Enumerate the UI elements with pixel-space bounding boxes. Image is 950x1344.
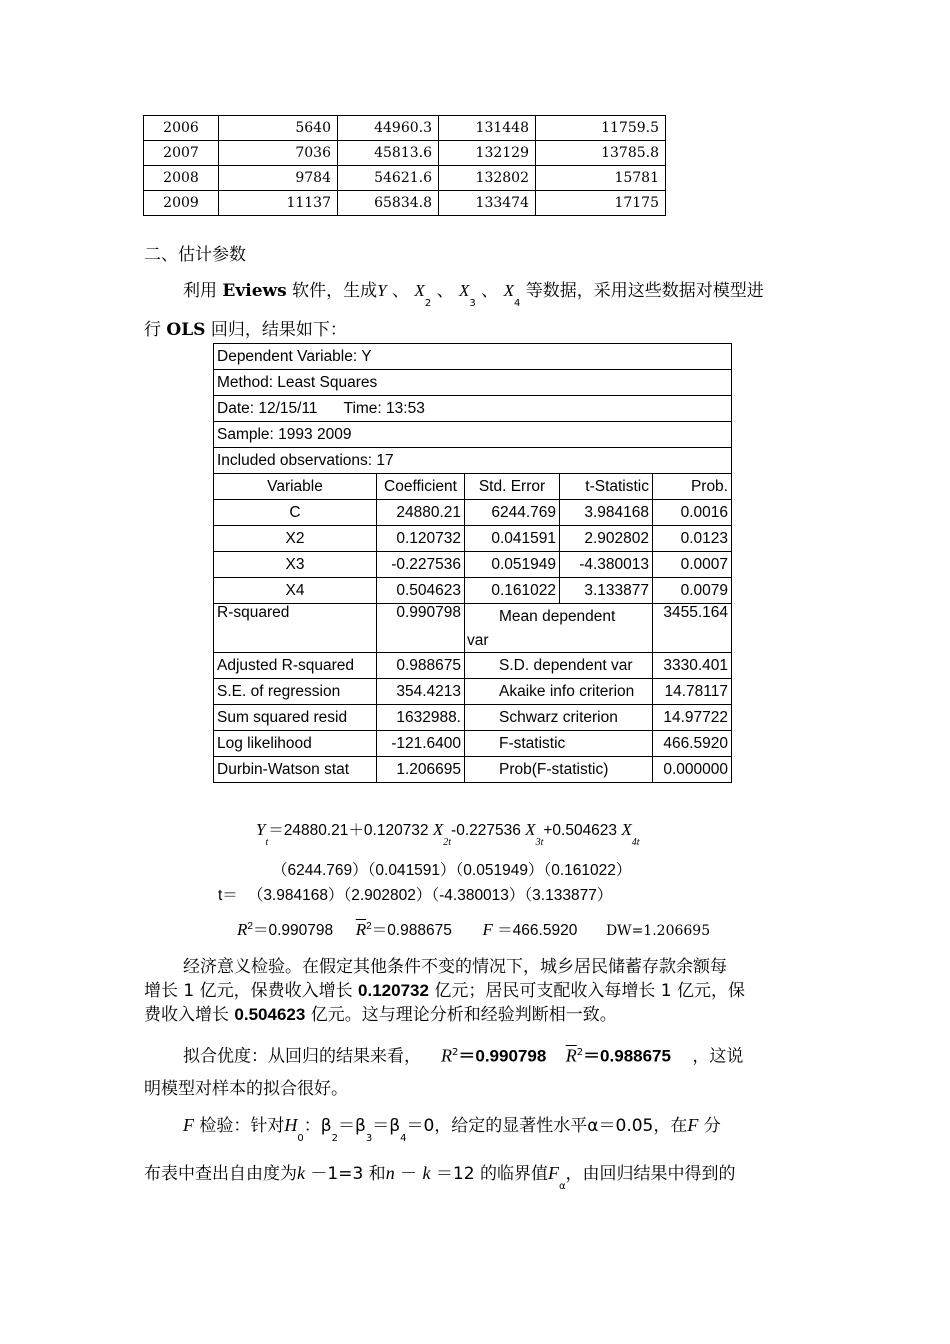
table-cell: 131448 (439, 116, 536, 141)
stat-value: 14.78117 (653, 679, 732, 705)
r-symbol: R (237, 920, 248, 939)
econ-value: 0.120732 (358, 981, 429, 1000)
f-symbol: F (482, 920, 493, 939)
var-x: X (414, 281, 425, 300)
stat-label: Sum squared resid (214, 705, 377, 731)
fit-line-2: 明模型对样本的拟合很好。 (144, 1079, 348, 1099)
table-cell: 54621.6 (338, 166, 439, 191)
table-row (214, 731, 732, 757)
fit-text: 拟合优度：从回归的结果来看， (183, 1046, 421, 1067)
eq-term: ＝24880.21＋0.120732 (268, 822, 429, 839)
table-row (214, 604, 732, 653)
t-label: t＝ (218, 887, 238, 904)
stat-label: F-statistic (465, 731, 653, 757)
column-header: t-Statistic (560, 474, 653, 500)
variable-name: C (214, 500, 377, 526)
econ-text: 费收入增长 (144, 1005, 235, 1025)
ftest-text: ＝12 的临界值 (435, 1164, 548, 1184)
t-values: （3.984168）（2.902802）（-4.380013）（3.133877） (247, 887, 613, 904)
rbar-symbol: $\overline{R}$ (355, 920, 367, 939)
coefficient: 24880.21 (377, 500, 465, 526)
ftest-text: ： (303, 1116, 321, 1136)
stat-label: Adjusted R-squared (214, 653, 377, 679)
econ-line-3 (144, 1003, 617, 1027)
subscript: 2 (331, 1133, 339, 1144)
stat-value: 466.5920 (653, 731, 732, 757)
eq-var: Y (256, 820, 266, 839)
table-cell: 15781 (536, 166, 666, 191)
table-cell: 2008 (144, 166, 219, 191)
prob: 0.0079 (653, 578, 732, 604)
intro-line-1 (183, 279, 764, 309)
fit-text: ，这说 (692, 1046, 744, 1067)
t-statistic: 3.984168 (560, 500, 653, 526)
eq-var: X (525, 820, 536, 839)
fit-line-1 (183, 1041, 743, 1069)
ftest-line-2 (144, 1161, 736, 1192)
subscript: 3 (365, 1133, 373, 1144)
std-error: 0.041591 (465, 526, 560, 552)
h-symbol: H (284, 1115, 298, 1135)
intro-text: 利用 (183, 281, 217, 301)
stat-label: Schwarz criterion (465, 705, 653, 731)
beta-symbol: β (320, 1116, 332, 1136)
ftest-text: －1=3 和 (310, 1164, 386, 1184)
stat-label: var (467, 632, 489, 649)
f-symbol: F (183, 1115, 194, 1135)
intro-text: 行 (144, 320, 161, 340)
coefficient: -0.227536 (377, 552, 465, 578)
superscript: 2 (247, 920, 253, 932)
table-row (214, 370, 732, 396)
table-row (214, 500, 732, 526)
table-cell: 133474 (439, 191, 536, 216)
table-cell: 65834.8 (338, 191, 439, 216)
separator: 、 (436, 281, 454, 301)
method: Method: Least Squares (214, 370, 732, 396)
ftest-text: ＝0，给定的显著性水平α＝0.05，在 (406, 1116, 688, 1136)
stat-value: 3330.401 (653, 653, 732, 679)
table-row (214, 448, 732, 474)
subscript: 2 (424, 298, 432, 309)
f-symbol: F (687, 1115, 699, 1135)
subscript: α (558, 1181, 566, 1192)
econ-line-1: 经济意义检验。在假定其他条件不变的情况下，城乡居民储蓄存款余额每 (183, 957, 727, 977)
stat-label: S.E. of regression (214, 679, 377, 705)
table-row (144, 191, 666, 216)
table-cell: 11137 (219, 191, 338, 216)
subscript: 3t (535, 837, 544, 848)
k-symbol: k (297, 1163, 305, 1183)
beta-symbol: β (389, 1116, 401, 1136)
beta-symbol: β (355, 1116, 366, 1136)
econ-value: 0.504623 (234, 1005, 306, 1024)
table-row (214, 578, 732, 604)
section-heading: 二、估计参数 (144, 245, 246, 265)
rbar-symbol: $\overline{R}$ (565, 1045, 577, 1066)
table-row (214, 422, 732, 448)
ftest-text: － (400, 1164, 418, 1184)
ftest-text: ，由回归结果中得到的 (565, 1164, 736, 1184)
variable-name: X3 (214, 552, 377, 578)
ols-label: OLS (166, 320, 206, 340)
table-cell: 2007 (144, 141, 219, 166)
superscript: 2 (576, 1047, 584, 1058)
coefficient: 0.504623 (377, 578, 465, 604)
table-cell: 17175 (536, 191, 666, 216)
data-table (143, 115, 666, 216)
table-row (214, 396, 732, 422)
stat-value: 0.988675 (377, 653, 465, 679)
var-y: Y (377, 281, 387, 300)
superscript: 2 (366, 920, 372, 932)
table-cell: 13785.8 (536, 141, 666, 166)
stat-label: Log likelihood (214, 731, 377, 757)
table-cell: 2006 (144, 116, 219, 141)
prob: 0.0123 (653, 526, 732, 552)
subscript: t (265, 837, 269, 848)
table-row (144, 166, 666, 191)
table-cell: 132129 (439, 141, 536, 166)
table-row (214, 653, 732, 679)
table-cell: 7036 (219, 141, 338, 166)
fit-stats-line (237, 918, 710, 940)
ftest-line-1 (183, 1113, 721, 1144)
econ-text: 增长 1 亿元，保费收入增长 (144, 981, 359, 1001)
k-symbol: k (422, 1163, 431, 1183)
stat-value: 0.000000 (653, 757, 732, 783)
column-header: Prob. (653, 474, 732, 500)
stat-label: Mean dependent (499, 608, 616, 625)
table-cell: 5640 (219, 116, 338, 141)
stat-value: 14.97722 (653, 705, 732, 731)
table-row (214, 705, 732, 731)
table-cell: 2009 (144, 191, 219, 216)
dw-value: DW=1.206695 (605, 923, 711, 939)
prob: 0.0007 (653, 552, 732, 578)
rbar2-value: ＝0.988675 (583, 1046, 671, 1066)
intro-line-2 (144, 318, 347, 342)
intro-text: 软件，生成 (292, 281, 378, 301)
table-row (144, 116, 666, 141)
table-header (214, 474, 732, 500)
t-statistic: 2.902802 (560, 526, 653, 552)
table-cell: 44960.3 (338, 116, 439, 141)
econ-text: 亿元；居民可支配收入每增长 1 亿元，保 (428, 981, 745, 1001)
stat-value: 1.206695 (377, 757, 465, 783)
subscript: 2t (443, 837, 452, 848)
stat-value: 0.990798 (377, 604, 465, 653)
rbar2-value: ＝0.988675 (371, 922, 452, 939)
std-error: 6244.769 (465, 500, 560, 526)
eq-term: -0.227536 (451, 822, 521, 839)
intro-text: 等数据，采用这些数据对模型进 (525, 281, 764, 301)
f-value: ＝466.5920 (497, 922, 578, 939)
subscript: 4 (400, 1133, 407, 1144)
t-statistic: 3.133877 (560, 578, 653, 604)
t-statistic: -4.380013 (560, 552, 653, 578)
ftest-text: 检验：针对 (199, 1116, 285, 1136)
ftest-text: 分 (703, 1116, 721, 1136)
ftest-text: 布表中查出自由度为 (144, 1164, 297, 1184)
column-header: Std. Error (465, 474, 560, 500)
eviews-label: Eviews (222, 281, 287, 301)
eq-var: X (621, 820, 632, 839)
stat-value: 1632988. (377, 705, 465, 731)
n-symbol: n (385, 1163, 395, 1183)
equals: ＝ (338, 1116, 356, 1136)
subscript: 4t (631, 837, 640, 848)
coefficient: 0.120732 (377, 526, 465, 552)
econ-line-2 (144, 979, 745, 1003)
eq-var: X (432, 820, 444, 839)
stat-label: Durbin-Watson stat (214, 757, 377, 783)
table-row (214, 757, 732, 783)
observations: Included observations: 17 (214, 448, 732, 474)
time: Time: 13:53 (343, 399, 425, 417)
regression-equation (256, 818, 640, 848)
r2-value: ＝0.990798 (458, 1046, 547, 1066)
intro-text: 回归，结果如下： (210, 320, 347, 340)
table-row (214, 526, 732, 552)
std-error-line: （6244.769）（0.041591）（0.051949）（0.161022） (272, 862, 632, 879)
table-row (214, 552, 732, 578)
stat-label: Akaike info criterion (465, 679, 653, 705)
subscript: 4 (513, 298, 521, 309)
column-header: Variable (214, 474, 377, 500)
separator: 、 (392, 281, 410, 301)
var-x: X (503, 281, 514, 300)
table-cell: 9784 (219, 166, 338, 191)
stat-value: 354.4213 (377, 679, 465, 705)
f-alpha-symbol: F (547, 1163, 559, 1183)
var-x: X (459, 281, 470, 300)
date-time (214, 396, 732, 422)
r-symbol: R (441, 1045, 452, 1066)
stat-label: Prob(F-statistic) (465, 757, 653, 783)
stat-value: -121.6400 (377, 731, 465, 757)
econ-text: 亿元。这与理论分析和经验判断相一致。 (305, 1005, 617, 1025)
table-row (214, 344, 732, 370)
prob: 0.0016 (653, 500, 732, 526)
superscript: 2 (452, 1047, 459, 1058)
column-header: Coefficient (377, 474, 465, 500)
stat-label: R-squared (214, 604, 377, 653)
variable-name: X2 (214, 526, 377, 552)
table-cell: 11759.5 (536, 116, 666, 141)
stat-label: S.D. dependent var (465, 653, 653, 679)
subscript: 3 (469, 298, 476, 309)
date: Date: 12/15/11 (217, 399, 318, 417)
dependent-variable: Dependent Variable: Y (214, 344, 732, 370)
separator: 、 (481, 281, 499, 301)
table-row (144, 141, 666, 166)
stat-label-cell (465, 604, 653, 653)
table-cell: 45813.6 (338, 141, 439, 166)
table-row (214, 679, 732, 705)
eq-term: +0.504623 (543, 822, 618, 839)
table-cell: 132802 (439, 166, 536, 191)
std-error: 0.161022 (465, 578, 560, 604)
sample: Sample: 1993 2009 (214, 422, 732, 448)
eviews-output-table (213, 343, 732, 783)
t-stat-line (218, 883, 612, 905)
variable-name: X4 (214, 578, 377, 604)
equals: ＝ (372, 1116, 390, 1136)
stat-value: 3455.164 (653, 604, 732, 653)
subscript: 0 (297, 1133, 304, 1144)
r2-value: ＝0.990798 (252, 922, 334, 939)
std-error: 0.051949 (465, 552, 560, 578)
